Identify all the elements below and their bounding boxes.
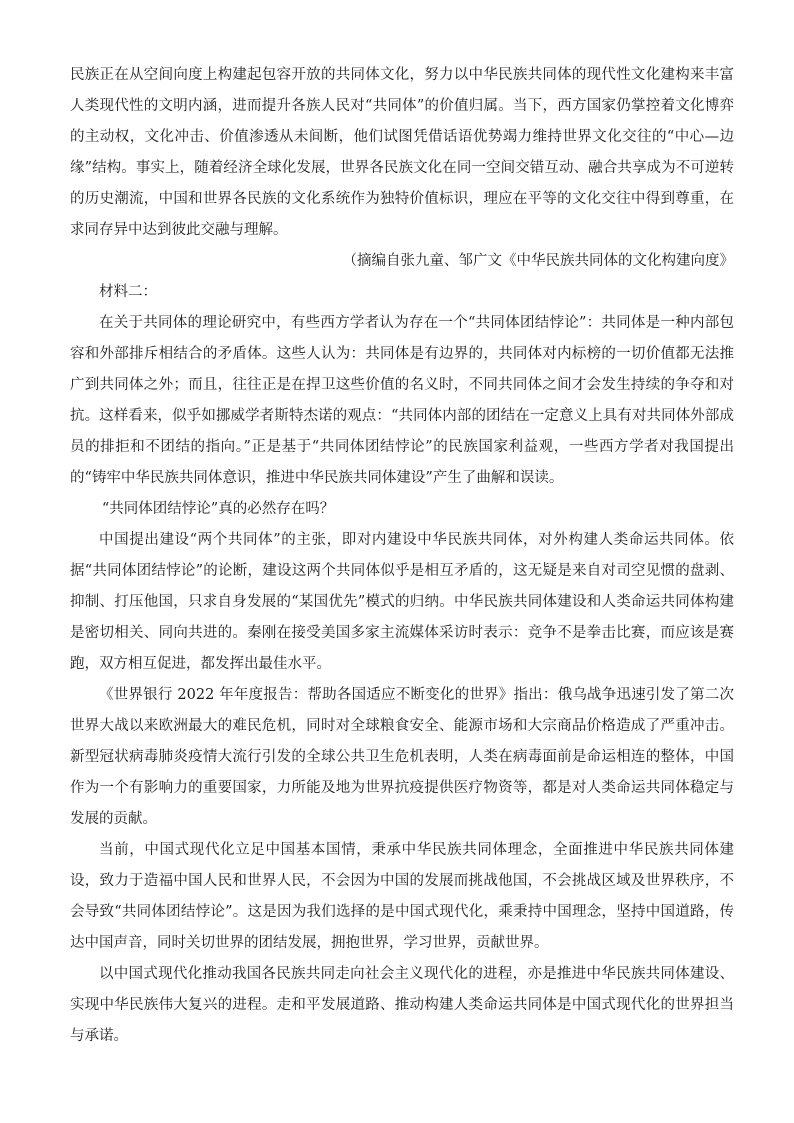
paragraph: 在关于共同体的理论研究中，有些西方学者认为存在一个“共同体团结悖论”：共同体是一种内部包容和外部排斥相结合的矛盾体。这些人认为：共同体是有边界的，共同体对内标榜的一切价值都无法推广到共同体之外；而且，往往正是在捍卫这些价值的名义时，不同共同体之间才会发生持续的争夺和对抗。这样看来，似乎如挪威学者斯特杰诺的观点：“共同体内部的团结在一定意义上具有对共同体外部成员的排拒和不团结的指向。”正是基于“共同体团结悖论”的民族国家利益观，一些西方学者对我国提出的“铸牢中华民族共同体意识，推进中华民族共同体建设”产生了曲解和误读。: [70, 315, 734, 486]
document-body: [70, 60, 734, 1052]
source-citation: （摘编自张九童、邹广文《中华民族共同体的文化构建向度》: [342, 253, 734, 269]
material-label: 材料二：: [99, 284, 157, 300]
question-line: “共同体团结悖论”真的必然存在吗？: [101, 501, 335, 517]
paragraph: 当前，中国式现代化立足中国基本国情，秉承中华民族共同体理念，全面推进中华民族共同体建设，致力于造福中国人民和世界人民，不会因为中国的发展而挑战他国，不会挑战区域及世界秩序，不会导致“共同体团结悖论”。这是因为我们选择的是中国式现代化，乘秉持中国理念，坚持中国道路，传达中国声音，同时关切世界的团结发展，拥抱世界，学习世界，贡献世界。: [70, 842, 734, 951]
paragraph-continuation: 民族正在从空间向度上构建起包容开放的共同体文化，努力以中华民族共同体的现代性文化建构来丰富人类现代性的文明内涵，进而提升各族人民对“共同体”的价值归属。当下，西方国家仍掌控着文化博弈的主动权，文化冲击、价值渗透从未间断，他们试图凭借话语优势竭力维持世界文化交往的“中心—边缘”结构。事实上，随着经济全球化发展，世界各民族文化在同一空间交错互动、融合共享成为不可逆转的历史潮流，中国和世界各民族的文化系统作为独特价值标识，理应在平等的文化交往中得到尊重，在求同存异中达到彼此交融与理解。: [70, 67, 734, 238]
paragraph: 中国提出建设“两个共同体”的主张，即对内建设中华民族共同体，对外构建人类命运共同体。依据“共同体团结悖论”的论断，建设这两个共同体似乎是相互矛盾的，这无疑是来自对司空见惯的盘剥、抑制、打压他国，只求自身发展的“某国优先”模式的归纳。中华民族共同体建设和人类命运共同体构建是密切相关、同向共进的。秦刚在接受美国多家主流媒体采访时表示：竞争不是拳击比赛，而应该是赛跑，双方相互促进，都发挥出最佳水平。: [70, 532, 734, 672]
paragraph: 以中国式现代化推动我国各民族共同走向社会主义现代化的进程，亦是推进中华民族共同体建设、实现中华民族伟大复兴的进程。走和平发展道路、推动构建人类命运共同体是中国式现代化的世界担当与承诺。: [70, 966, 734, 1044]
paragraph: 《世界银行 2022 年年度报告：帮助各国适应不断变化的世界》指出：俄乌战争迅速引发了第二次世界大战以来欧洲最大的难民危机，同时对全球粮食安全、能源市场和大宗商品价格造成了严重冲击。新型冠状病毒肺炎疫情大流行引发的全球公共卫生危机表明，人类在病毒面前是命运相连的整体，中国作为一个有影响力的重要国家，力所能及地为世界抗疫提供医疗物资等，都是对人类命运共同体稳定与发展的贡献。: [70, 687, 734, 827]
